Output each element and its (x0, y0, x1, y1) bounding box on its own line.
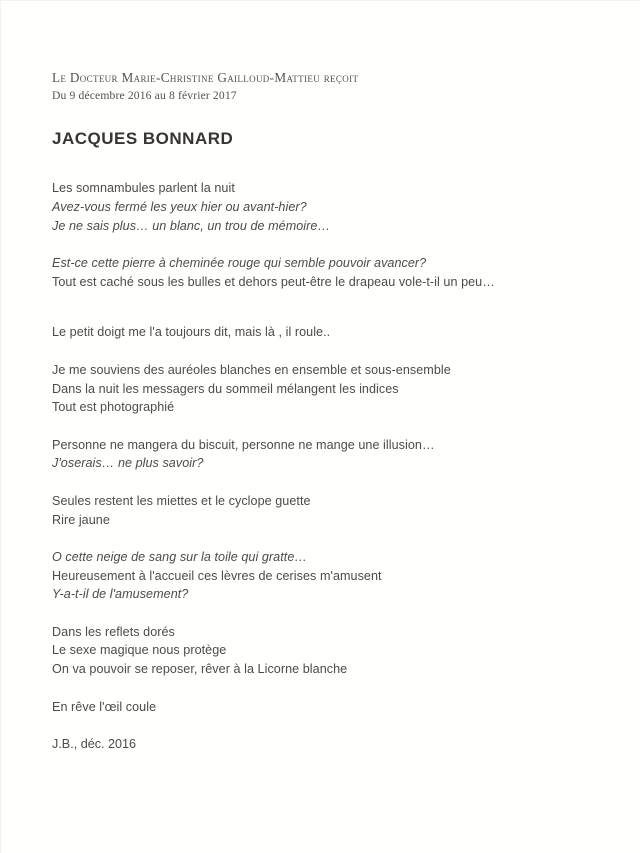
poem-line: Rire jaune (52, 512, 110, 527)
poem-line: Avez-vous fermé les yeux hier ou avant-hier? (52, 199, 307, 214)
poem-line: Personne ne mangera du biscuit, personne ne mange une illusion… (52, 437, 435, 452)
poem-stanza (52, 436, 572, 473)
exhibition-dates: Du 9 décembre 2016 au 8 février 2017 (52, 88, 237, 102)
poem-body (52, 179, 572, 716)
poem-line: Le petit doigt me l'a toujours dit, mais là , il roule.. (52, 325, 331, 340)
poem-stanza (52, 254, 572, 291)
poem-line: Dans la nuit les messagers du sommeil mélangent les indices (52, 381, 399, 396)
poem-line: Les somnambules parlent la nuit (52, 181, 235, 196)
poem-stanza (52, 548, 572, 604)
poem-line: Y-a-t-il de l'amusement? (52, 587, 189, 602)
poem-line: En rêve l'œil coule (52, 699, 157, 714)
poem-line: Tout est caché sous les bulles et dehors peut-être le drapeau vole-t-il un peu… (52, 274, 495, 289)
poem-line: J'oserais… ne plus savoir? (52, 456, 204, 471)
poem-line: Dans les reflets dorés (52, 624, 175, 639)
poem-line: On va pouvoir se reposer, rêver à la Licorne blanche (52, 662, 348, 677)
page-edge-top (0, 0, 640, 1)
document-content (52, 70, 572, 754)
poem-stanza (52, 361, 572, 417)
poem-line: Je me souviens des auréoles blanches en ensemble et sous-ensemble (52, 362, 451, 377)
poem-stanza (52, 623, 572, 679)
poem-line: O cette neige de sang sur la toile qui gratte… (52, 550, 308, 565)
poem-line: Est-ce cette pierre à cheminée rouge qui semble pouvoir avancer? (52, 256, 427, 271)
poem-line: Je ne sais plus… un blanc, un trou de mémoire… (52, 218, 331, 233)
page-title: JACQUES BONNARD (52, 128, 234, 148)
poem-line: Tout est photographié (52, 400, 175, 415)
poem-stanza (52, 492, 572, 529)
poem-line: Le sexe magique nous protège (52, 643, 227, 658)
poem-stanza (52, 698, 572, 717)
poem-stanza (52, 179, 572, 235)
author-signature: J.B., déc. 2016 (52, 737, 137, 752)
poem-line: Seules restent les miettes et le cyclope guette (52, 493, 311, 508)
poem-line: Heureusement à l'accueil ces lèvres de cerises m'amusent (52, 568, 382, 583)
page-edge-left (0, 0, 1, 853)
poem-stanza (52, 323, 572, 342)
exhibitor-line: Le Docteur Marie-Christine Gailloud-Mattieu reçoit (52, 70, 359, 85)
